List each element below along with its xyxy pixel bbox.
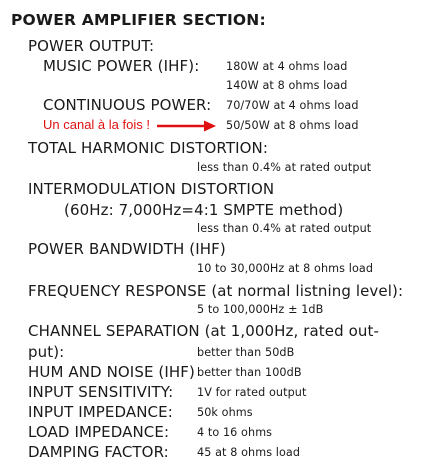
thd-label: TOTAL HARMONIC DISTORTION: xyxy=(28,139,269,157)
hum-noise-value: better than 100dB xyxy=(197,366,302,379)
imd-method: (60Hz: 7,000Hz=4:1 SMPTE method) xyxy=(64,201,344,219)
annotation-arrow-icon xyxy=(156,119,218,133)
imd-value: less than 0.4% at rated output xyxy=(197,222,372,235)
imd-label: INTERMODULATION DISTORTION xyxy=(28,180,275,198)
music-power-8-value: 140W at 8 ohms load xyxy=(226,79,348,92)
freq-response-value: 5 to 100,000Hz ± 1dB xyxy=(197,303,324,316)
damping-factor-value: 45 at 8 ohms load xyxy=(197,446,301,459)
separation-label-line1: CHANNEL SEPARATION (at 1,000Hz, rated out- xyxy=(28,322,379,340)
freq-response-label: FREQUENCY RESPONSE (at normal listning level): xyxy=(28,282,404,300)
thd-value: less than 0.4% at rated output xyxy=(197,161,372,174)
separation-label-line2: put): xyxy=(28,343,65,361)
bandwidth-value: 10 to 30,000Hz at 8 ohms load xyxy=(197,262,374,275)
input-sensitivity-value: 1V for rated output xyxy=(197,386,307,399)
input-impedance-value: 50k ohms xyxy=(197,406,253,419)
continuous-power-4-value: 70/70W at 4 ohms load xyxy=(226,99,359,112)
input-sensitivity-label: INPUT SENSITIVITY: xyxy=(28,383,174,401)
annotation-text: Un canal à la fois ! xyxy=(43,117,150,132)
power-output-label: POWER OUTPUT: xyxy=(28,37,155,55)
hum-noise-label: HUM AND NOISE (IHF) xyxy=(28,363,195,381)
music-power-4-value: 180W at 4 ohms load xyxy=(226,60,348,73)
load-impedance-label: LOAD IMPEDANCE: xyxy=(28,423,170,441)
input-impedance-label: INPUT IMPEDANCE: xyxy=(28,403,173,421)
damping-factor-label: DAMPING FACTOR: xyxy=(28,443,169,461)
continuous-power-label: CONTINUOUS POWER: xyxy=(43,96,212,114)
load-impedance-value: 4 to 16 ohms xyxy=(197,426,273,439)
section-title: POWER AMPLIFIER SECTION: xyxy=(11,11,266,29)
separation-value: better than 50dB xyxy=(197,346,295,359)
bandwidth-label: POWER BANDWIDTH (IHF) xyxy=(28,240,226,258)
music-power-label: MUSIC POWER (IHF): xyxy=(43,57,200,75)
continuous-power-8-value: 50/50W at 8 ohms load xyxy=(226,119,359,132)
